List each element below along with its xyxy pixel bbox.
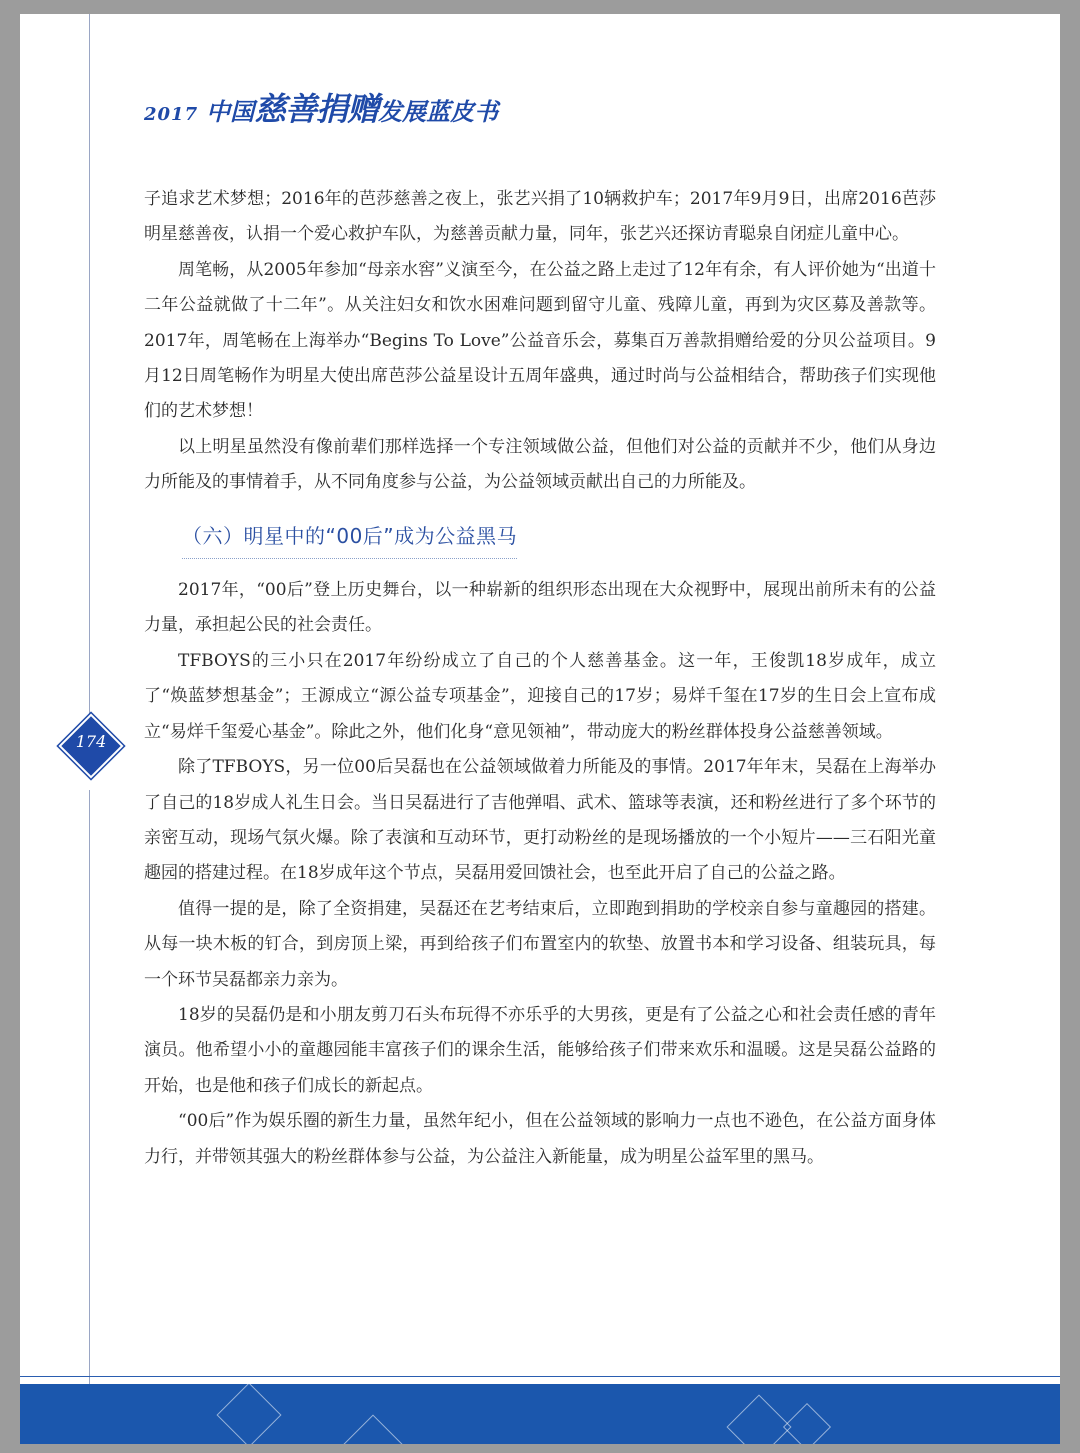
book-header-title (144, 84, 499, 128)
header-title-part2: 慈善捐赠 (254, 90, 379, 128)
decorative-diamond-icon (216, 1384, 281, 1444)
paragraph: 子追求艺术梦想；2016年的芭莎慈善之夜上，张艺兴捐了10辆救护车；2017年9月9日，出席2016芭莎明星慈善夜，认捐一个爱心救护车队，为慈善贡献力量，同年，张艺兴还探访青聪泉自闭症儿童中心。 (144, 189, 936, 245)
paragraph: 以上明星虽然没有像前辈们那样选择一个专注领域做公益，但他们对公益的贡献并不少，他们从身边力所能及的事情着手，从不同角度参与公益，为公益领域贡献出自己的力所能及。 (144, 436, 936, 493)
paragraph: 周笔畅，从2005年参加“母亲水窖”义演至今，在公益之路上走过了12年有余，有人评价她为“出道十二年公益就做了十二年”。从关注妇女和饮水困难问题到留守儿童、残障儿童，再到为灾区募及善款等。2017年，周笔畅在上海举办“Begins To Love”公益音乐会，募集百万善款捐赠给爱的分贝公益项目。9月12日周笔畅作为明星大使出席芭莎公益星设计五周年盛典，通过时尚与公益相结合，帮助孩子们实现他们的艺术梦想！ (144, 259, 936, 422)
section-heading (182, 519, 517, 559)
paragraph: 值得一提的是，除了全资捐建，吴磊还在艺考结束后，立即跑到捐助的学校亲自参与童趣园的搭建。从每一块木板的钉合，到房顶上梁，再到给孩子们布置室内的软垫、放置书本和学习设备、组装玩具，每一个环节吴磊都亲力亲为。 (144, 898, 936, 990)
header-title-part3: 发展蓝皮书 (378, 97, 499, 126)
paragraph: 除了TFBOYS，另一位00后吴磊也在公益领域做着力所能及的事情。2017年年末，吴磊在上海举办了自己的18岁成人礼生日会。当日吴磊进行了吉他弹唱、武术、篮球等表演，还和粉丝进行了多个环节的亲密互动，现场气氛火爆。除了表演和互动环节，更打动粉丝的是现场播放的一个小短片——三石阳光童趣园的搭建过程。在18岁成年这个节点，吴磊用爱回馈社会，也至此开启了自己的公益之路。 (144, 757, 936, 884)
margin-rule (89, 790, 90, 1386)
section-heading-text: （六）明星中的“00后”成为公益黑马 (182, 523, 518, 548)
decorative-diamond-icon (783, 1403, 831, 1444)
paragraph: 2017年，“00后”登上历史舞台，以一种崭新的组织形态出现在大众视野中，展现出前所未有的公益力量，承担起公民的社会责任。 (144, 580, 936, 636)
decorative-diamond-icon (726, 1394, 791, 1444)
body-text (144, 182, 936, 1175)
margin-rule (89, 14, 90, 726)
footer-rule (20, 1376, 1060, 1377)
header-title-part1: 中国 (206, 97, 255, 126)
paragraph: TFBOYS的三小只在2017年纷纷成立了自己的个人慈善基金。这一年，王俊凯18岁成年，成立了“焕蓝梦想基金”；王源成立“源公益专项基金”，迎接自己的17岁；易烊千玺在17岁的生日会上宣布成立“易烊千玺爱心基金”。除此之外，他们化身“意见领袖”，带动庞大的粉丝群体投身公益慈善领域。 (144, 650, 936, 742)
paragraph: “00后”作为娱乐圈的新生力量，虽然年纪小，但在公益领域的影响力一点也不逊色，在公益方面身体力行，并带领其强大的粉丝群体参与公益，为公益注入新能量，成为明星公益军里的黑马。 (144, 1111, 936, 1167)
paragraph: 18岁的吴磊仍是和小朋友剪刀石头布玩得不亦乐乎的大男孩，更是有了公益之心和社会责任感的青年演员。他希望小小的童趣园能丰富孩子们的课余生活，能够给孩子们带来欢乐和温暖。这是吴磊公益路的开始，也是他和孩子们成长的新起点。 (144, 1004, 936, 1096)
page-number: 174 (75, 732, 107, 751)
document-page (20, 14, 1060, 1444)
footer-band (20, 1384, 1060, 1444)
decorative-diamond-icon (340, 1414, 405, 1444)
header-year: 2017 (144, 104, 199, 125)
